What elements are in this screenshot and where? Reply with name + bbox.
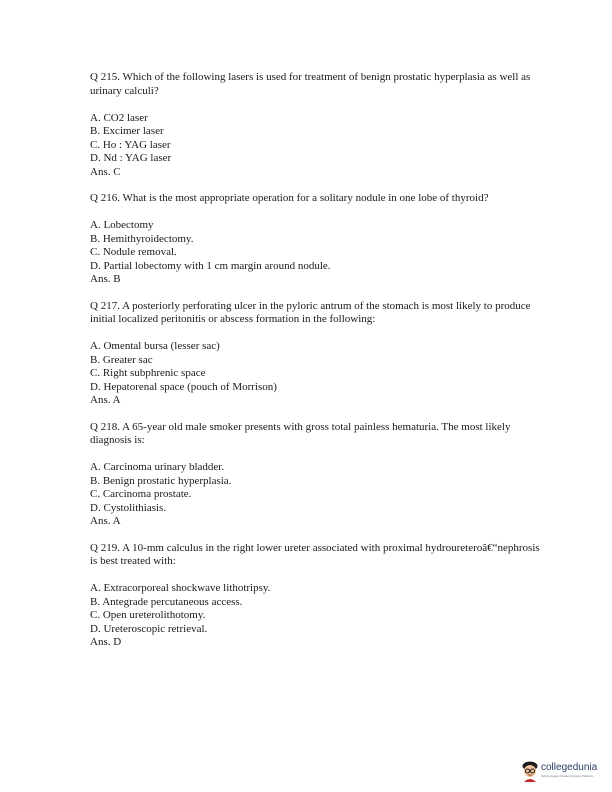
option-c: C. Open ureterolithotomy. [90,609,206,621]
option-d: D. Partial lobectomy with 1 cm margin around nodule. [90,259,331,272]
option-d: D. Nd : YAG laser [90,152,172,164]
option-b: B. Greater sac [90,353,153,366]
question-text: Q 217. A posteriorly perforating ulcer in the pyloric antrum of the stomach is most likely to produce initial localized peritonitis or abscess formation in the following: [90,299,531,325]
question-217 [90,300,540,408]
option-a: A. Carcinoma urinary bladder. [90,461,225,473]
question-215 [90,71,540,179]
option-c: C. Nodule removal. [90,246,177,258]
option-d: D. Ureteroscopic retrieval. [90,622,208,635]
answer: Ans. A [90,515,121,527]
option-a: A. Omental bursa (lesser sac) [90,340,220,352]
answer: Ans. C [90,165,121,178]
question-text: Q 219. A 10-mm calculus in the right lower ureter associated with proximal hydroureteroâ€“nephrosis is best treated with: [90,541,540,567]
student-mascot-icon [520,760,540,782]
option-a: A. Extracorporeal shockwave lithotripsy. [90,582,271,594]
logo-tagline: India's largest Student Review Platform [541,774,594,778]
option-c: C. Right subphrenic space [90,367,206,379]
option-b: B. Excimer laser [90,125,164,137]
option-a: A. Lobectomy [90,219,154,231]
option-b: B. Hemithyroidectomy. [90,232,194,245]
question-text: Q 218. A 65-year old male smoker presents with gross total painless hematuria. The most likely diagnosis is: [90,420,511,446]
option-c: C. Ho : YAG laser [90,138,171,151]
answer: Ans. D [90,636,122,648]
question-text: Q 216. What is the most appropriate operation for a solitary nodule in one lobe of thyroid? [90,192,489,204]
option-c: C. Carcinoma prostate. [90,488,192,500]
collegedunia-logo[interactable] [520,756,612,786]
answer: Ans. A [90,394,121,406]
question-219 [90,542,540,650]
question-text: Q 215. Which of the following lasers is used for treatment of benign prostatic hyperplasia as well as urinary calculi? [90,71,531,97]
option-d: D. Hepatorenal space (pouch of Morrison) [90,380,277,393]
option-a: A. CO2 laser [90,111,148,124]
option-d: D. Cystolithiasis. [90,501,167,514]
logo-wordmark: collegedunia [541,762,598,773]
question-list [90,71,540,663]
question-216 [90,192,540,287]
option-b: B. Benign prostatic hyperplasia. [90,474,232,487]
question-218 [90,421,540,529]
answer: Ans. B [90,273,121,285]
option-b: B. Antegrade percutaneous access. [90,595,243,608]
